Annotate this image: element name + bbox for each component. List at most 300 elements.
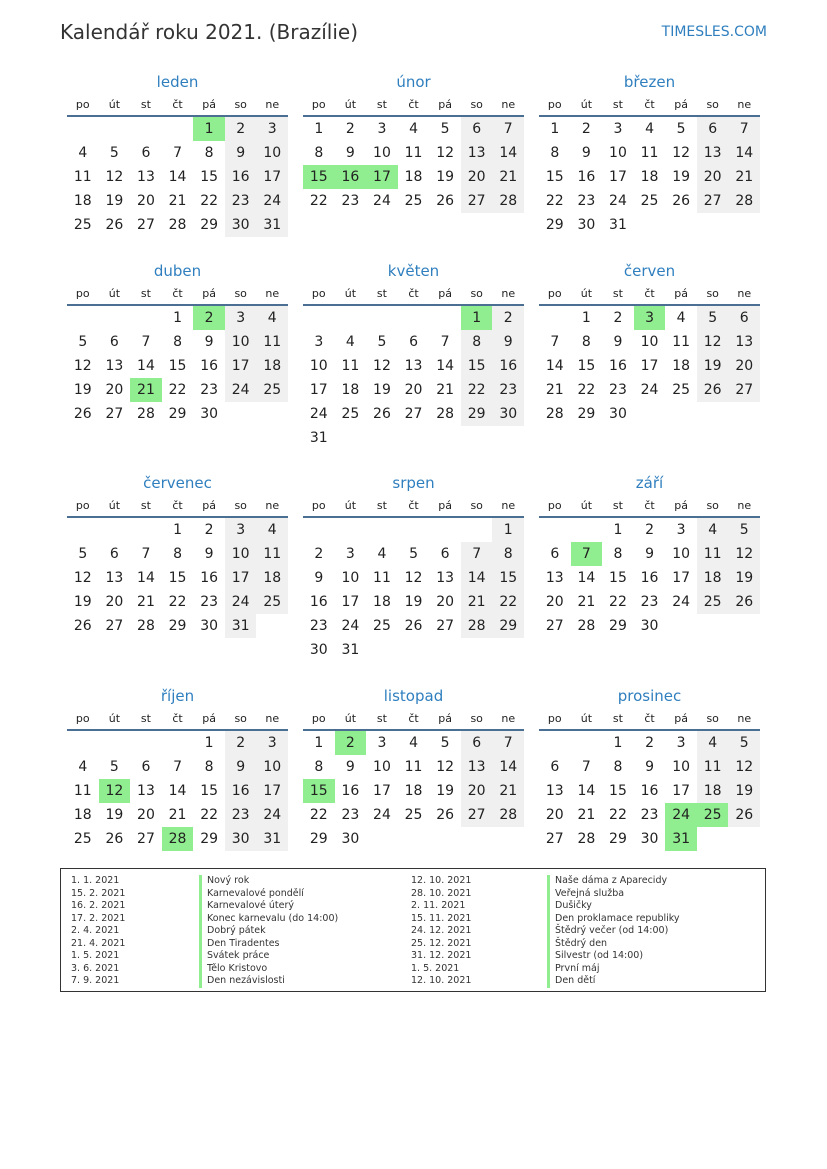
day: 15 (168, 358, 187, 374)
weekday-label: so (470, 286, 483, 300)
day: 18 (697, 566, 729, 590)
legend-date: 12. 10. 2021 (411, 875, 472, 886)
empty-day (398, 306, 430, 330)
legend-date: 15. 2. 2021 (71, 887, 126, 899)
holiday-day: 28 (162, 827, 194, 851)
day: 30 (640, 831, 659, 847)
day: 29 (309, 831, 328, 847)
day: 14 (728, 141, 760, 165)
empty-day (697, 402, 729, 426)
day: 19 (672, 169, 691, 185)
day: 25 (256, 590, 288, 614)
day: 18 (404, 169, 423, 185)
week-row (67, 165, 288, 189)
day: 19 (105, 193, 124, 209)
weekday-label: so (470, 498, 483, 512)
legend-holiday-name: Konec karnevalu (do 14:00) (199, 913, 338, 926)
day: 4 (377, 546, 387, 562)
day: 23 (200, 594, 219, 610)
day: 18 (73, 193, 92, 209)
day: 26 (672, 193, 691, 209)
weekday-label: po (311, 97, 326, 111)
week-row (303, 306, 524, 330)
day: 20 (545, 594, 564, 610)
day: 26 (73, 406, 92, 422)
day: 3 (225, 518, 257, 542)
day: 17 (256, 165, 288, 189)
day: 10 (341, 570, 360, 586)
day: 12 (436, 145, 455, 161)
day: 6 (141, 759, 151, 775)
day: 19 (105, 807, 124, 823)
week-row (67, 614, 288, 638)
day: 10 (373, 145, 391, 161)
weekday-label: po (547, 711, 562, 725)
weekday-label: po (311, 498, 326, 512)
day: 29 (492, 614, 524, 638)
weekday-label: so (706, 286, 719, 300)
day: 23 (640, 594, 659, 610)
legend-holiday-name: Dobrý pátek (199, 925, 338, 938)
empty-day (256, 614, 288, 638)
legend-date: 1. 5. 2021 (71, 950, 120, 961)
day: 20 (436, 594, 455, 610)
day: 28 (728, 189, 760, 213)
week-row (67, 141, 288, 165)
week-row (67, 213, 288, 237)
page-title: Kalendář roku 2021. (Brazílie) (60, 20, 358, 44)
day: 17 (256, 779, 288, 803)
legend-date: 31. 12. 2021 (411, 950, 472, 961)
day: 29 (609, 831, 627, 847)
day: 22 (309, 193, 328, 209)
day: 15 (200, 169, 219, 185)
day: 21 (436, 382, 455, 398)
weekday-label: so (706, 711, 719, 725)
day: 16 (492, 354, 524, 378)
weekday-label: st (612, 97, 623, 111)
week-row (539, 213, 760, 237)
day: 26 (436, 193, 455, 209)
day: 27 (436, 618, 455, 634)
legend-date: 2. 4. 2021 (71, 925, 120, 936)
empty-day (67, 117, 99, 141)
weekday-label: st (376, 286, 387, 300)
week-row (303, 614, 524, 638)
day: 25 (256, 378, 288, 402)
day: 7 (492, 117, 524, 141)
legend-date: 21. 4. 2021 (71, 937, 126, 949)
day: 16 (609, 358, 627, 374)
week-row (303, 402, 524, 426)
day: 21 (168, 807, 187, 823)
empty-day (697, 614, 729, 638)
day: 25 (697, 590, 729, 614)
day: 11 (640, 145, 659, 161)
week-row (303, 141, 524, 165)
weekday-label: po (547, 498, 562, 512)
weekday-label: čt (644, 286, 655, 300)
day: 11 (672, 334, 691, 350)
holiday-legend (60, 868, 766, 992)
month-name: září (635, 474, 664, 492)
legend-left-names (199, 875, 338, 988)
legend-holiday-name: Karnevalové úterý (199, 900, 338, 913)
day: 22 (609, 807, 627, 823)
day: 27 (697, 189, 729, 213)
weekday-label: st (612, 286, 623, 300)
day: 4 (697, 731, 729, 755)
day: 27 (728, 378, 760, 402)
legend-holiday-name: Dušičky (547, 900, 680, 913)
legend-holiday-name: Veřejná služba (547, 888, 680, 901)
day: 3 (225, 306, 257, 330)
legend-date: 15. 11. 2021 (411, 912, 472, 924)
weekday-label: út (108, 97, 121, 111)
empty-day (99, 518, 131, 542)
week-row (303, 638, 524, 662)
month-3 (67, 261, 288, 426)
month-name: duben (153, 262, 202, 280)
weekday-label: út (580, 498, 593, 512)
empty-day (728, 827, 760, 851)
legend-right-dates (411, 875, 471, 988)
weekday-label: pá (438, 498, 452, 512)
day: 21 (577, 594, 596, 610)
day: 8 (461, 330, 493, 354)
empty-day (728, 213, 760, 237)
day: 6 (550, 759, 560, 775)
day: 30 (577, 217, 596, 233)
day: 13 (105, 570, 124, 586)
empty-day (492, 638, 524, 662)
day: 4 (78, 759, 88, 775)
day: 16 (640, 783, 659, 799)
empty-day (492, 827, 524, 851)
day: 30 (492, 402, 524, 426)
day: 8 (613, 759, 623, 775)
legend-date: 25. 12. 2021 (411, 937, 472, 949)
day: 5 (697, 306, 729, 330)
empty-day (539, 731, 571, 755)
day: 3 (314, 334, 324, 350)
legend-date: 24. 12. 2021 (411, 925, 472, 936)
day: 21 (577, 807, 596, 823)
legend-holiday-name: Tělo Kristovo (199, 963, 338, 976)
day: 7 (141, 546, 151, 562)
day: 5 (676, 121, 686, 137)
week-row (67, 518, 288, 542)
day: 2 (613, 310, 623, 326)
day: 21 (137, 594, 155, 610)
day: 21 (545, 382, 564, 398)
day: 20 (697, 165, 729, 189)
day: 23 (309, 618, 328, 634)
weekday-label: ne (265, 498, 280, 512)
day: 17 (672, 570, 691, 586)
weekday-label: čt (408, 97, 419, 111)
weekday-header (539, 282, 760, 306)
weekday-label: so (706, 498, 719, 512)
weekday-label: út (108, 711, 121, 725)
weekday-label: po (311, 711, 326, 725)
day: 3 (676, 522, 686, 538)
week-row (67, 731, 288, 755)
week-row (539, 330, 760, 354)
day: 9 (314, 570, 324, 586)
day: 5 (377, 334, 387, 350)
day: 17 (672, 783, 691, 799)
empty-day (665, 213, 697, 237)
weekday-label: po (311, 286, 326, 300)
week-row (67, 189, 288, 213)
day: 7 (141, 334, 151, 350)
day: 6 (109, 334, 119, 350)
empty-day (665, 402, 697, 426)
weekday-label: pá (202, 97, 216, 111)
empty-day (571, 518, 603, 542)
empty-day (461, 426, 493, 450)
day: 4 (676, 310, 686, 326)
day: 2 (492, 306, 524, 330)
empty-day (429, 827, 461, 851)
weekday-label: čt (644, 498, 655, 512)
day: 22 (309, 807, 328, 823)
day: 31 (309, 430, 328, 446)
day: 15 (492, 566, 524, 590)
day: 12 (404, 570, 423, 586)
day: 17 (225, 354, 257, 378)
weekday-label: so (470, 711, 483, 725)
day: 22 (461, 378, 493, 402)
week-row (539, 518, 760, 542)
day: 1 (550, 121, 560, 137)
week-row (303, 426, 524, 450)
holiday-day: 17 (366, 165, 398, 189)
day: 12 (373, 358, 391, 374)
week-row (539, 590, 760, 614)
day: 19 (728, 779, 760, 803)
month-name: únor (396, 73, 431, 91)
day: 5 (78, 334, 88, 350)
day: 8 (550, 145, 560, 161)
empty-day (461, 827, 493, 851)
weekday-label: so (234, 286, 247, 300)
day: 16 (225, 779, 257, 803)
day: 1 (173, 522, 182, 538)
day: 24 (373, 807, 391, 823)
week-row (539, 354, 760, 378)
day: 1 (314, 735, 324, 751)
empty-day (366, 638, 398, 662)
day: 6 (461, 117, 493, 141)
week-row (67, 779, 288, 803)
day: 15 (545, 169, 564, 185)
day: 27 (105, 406, 124, 422)
day: 9 (345, 759, 355, 775)
day: 29 (200, 831, 219, 847)
weekday-label: út (344, 97, 357, 111)
weekday-label: po (75, 711, 90, 725)
day: 3 (345, 546, 355, 562)
day: 13 (404, 358, 423, 374)
day: 2 (645, 522, 654, 538)
empty-day (162, 731, 194, 755)
site-link[interactable]: TIMESLES.COM (661, 24, 767, 40)
weekday-header (67, 707, 288, 731)
day: 14 (137, 570, 155, 586)
day: 6 (440, 546, 450, 562)
day: 23 (200, 382, 219, 398)
month-8 (539, 473, 760, 638)
day: 13 (105, 358, 124, 374)
day: 11 (697, 755, 729, 779)
weekday-label: st (376, 498, 387, 512)
holiday-day: 7 (571, 542, 603, 566)
day: 25 (341, 406, 360, 422)
legend-date: 1. 5. 2021 (411, 962, 460, 974)
week-row (303, 165, 524, 189)
day: 9 (204, 334, 214, 350)
day: 16 (225, 165, 257, 189)
day: 24 (672, 594, 691, 610)
holiday-day: 15 (303, 779, 335, 803)
day: 5 (109, 145, 119, 161)
day: 12 (105, 169, 124, 185)
empty-day (539, 306, 571, 330)
legend-holiday-name: Nový rok (199, 875, 338, 888)
day: 14 (461, 566, 493, 590)
day: 8 (613, 546, 623, 562)
day: 24 (256, 189, 288, 213)
day: 8 (314, 145, 324, 161)
day: 29 (168, 406, 187, 422)
day: 6 (461, 731, 493, 755)
empty-day (571, 731, 603, 755)
week-row (67, 827, 288, 851)
day: 27 (461, 803, 493, 827)
day: 22 (577, 382, 596, 398)
weekday-label: po (75, 97, 90, 111)
day: 14 (168, 783, 187, 799)
month-name: říjen (160, 687, 195, 705)
week-row (539, 803, 760, 827)
week-row (303, 354, 524, 378)
weekday-label: čt (408, 286, 419, 300)
empty-day (429, 518, 461, 542)
empty-day (303, 306, 335, 330)
legend-holiday-name: Štědrý den (547, 938, 680, 951)
day: 14 (545, 358, 564, 374)
day: 19 (436, 783, 455, 799)
day: 30 (341, 831, 360, 847)
day: 12 (728, 755, 760, 779)
day: 22 (168, 594, 187, 610)
week-row (67, 566, 288, 590)
day: 7 (492, 731, 524, 755)
day: 17 (309, 382, 328, 398)
empty-day (461, 638, 493, 662)
day: 25 (404, 193, 423, 209)
day: 12 (73, 570, 92, 586)
day: 10 (672, 546, 691, 562)
day: 12 (672, 145, 691, 161)
day: 2 (225, 117, 257, 141)
day: 13 (137, 169, 155, 185)
weekday-header (67, 93, 288, 117)
weekday-label: st (376, 711, 387, 725)
day: 13 (545, 570, 564, 586)
day: 20 (461, 165, 493, 189)
legend-right-names (547, 875, 680, 988)
day: 3 (377, 735, 387, 751)
day: 9 (613, 334, 623, 350)
day: 2 (225, 731, 257, 755)
day: 18 (672, 358, 691, 374)
day: 12 (436, 759, 455, 775)
day: 22 (545, 193, 564, 209)
day: 4 (256, 306, 288, 330)
day: 13 (436, 570, 455, 586)
day: 23 (609, 382, 627, 398)
day: 7 (728, 117, 760, 141)
day: 28 (577, 831, 596, 847)
weekday-label: út (344, 711, 357, 725)
day: 10 (373, 759, 391, 775)
weekday-label: pá (202, 286, 216, 300)
weekday-label: ne (265, 97, 280, 111)
empty-day (398, 827, 430, 851)
week-row (67, 402, 288, 426)
day: 21 (461, 590, 493, 614)
holiday-day: 16 (335, 165, 367, 189)
day: 6 (550, 546, 560, 562)
week-row (303, 518, 524, 542)
weekday-label: čt (408, 711, 419, 725)
day: 10 (225, 542, 257, 566)
day: 19 (373, 382, 391, 398)
day: 12 (73, 358, 92, 374)
week-row (67, 354, 288, 378)
day: 23 (577, 193, 596, 209)
day: 22 (609, 594, 627, 610)
empty-day (366, 827, 398, 851)
day: 29 (200, 217, 219, 233)
week-row (539, 402, 760, 426)
day: 18 (256, 354, 288, 378)
legend-holiday-name: Štědrý večer (od 14:00) (547, 925, 680, 938)
day: 18 (404, 783, 423, 799)
day: 29 (577, 406, 596, 422)
day: 3 (256, 117, 288, 141)
day: 29 (609, 618, 627, 634)
day: 25 (640, 193, 659, 209)
weekday-label: čt (172, 97, 183, 111)
day: 26 (728, 803, 760, 827)
day: 17 (609, 169, 627, 185)
day: 23 (492, 378, 524, 402)
empty-day (366, 426, 398, 450)
month-name: červen (623, 262, 676, 280)
legend-date: 12. 10. 2021 (411, 975, 472, 986)
month-name: červenec (143, 474, 212, 492)
day: 8 (581, 334, 591, 350)
day: 28 (137, 406, 155, 422)
day: 26 (73, 618, 92, 634)
day: 11 (73, 783, 92, 799)
day: 1 (613, 735, 623, 751)
day: 18 (373, 594, 391, 610)
